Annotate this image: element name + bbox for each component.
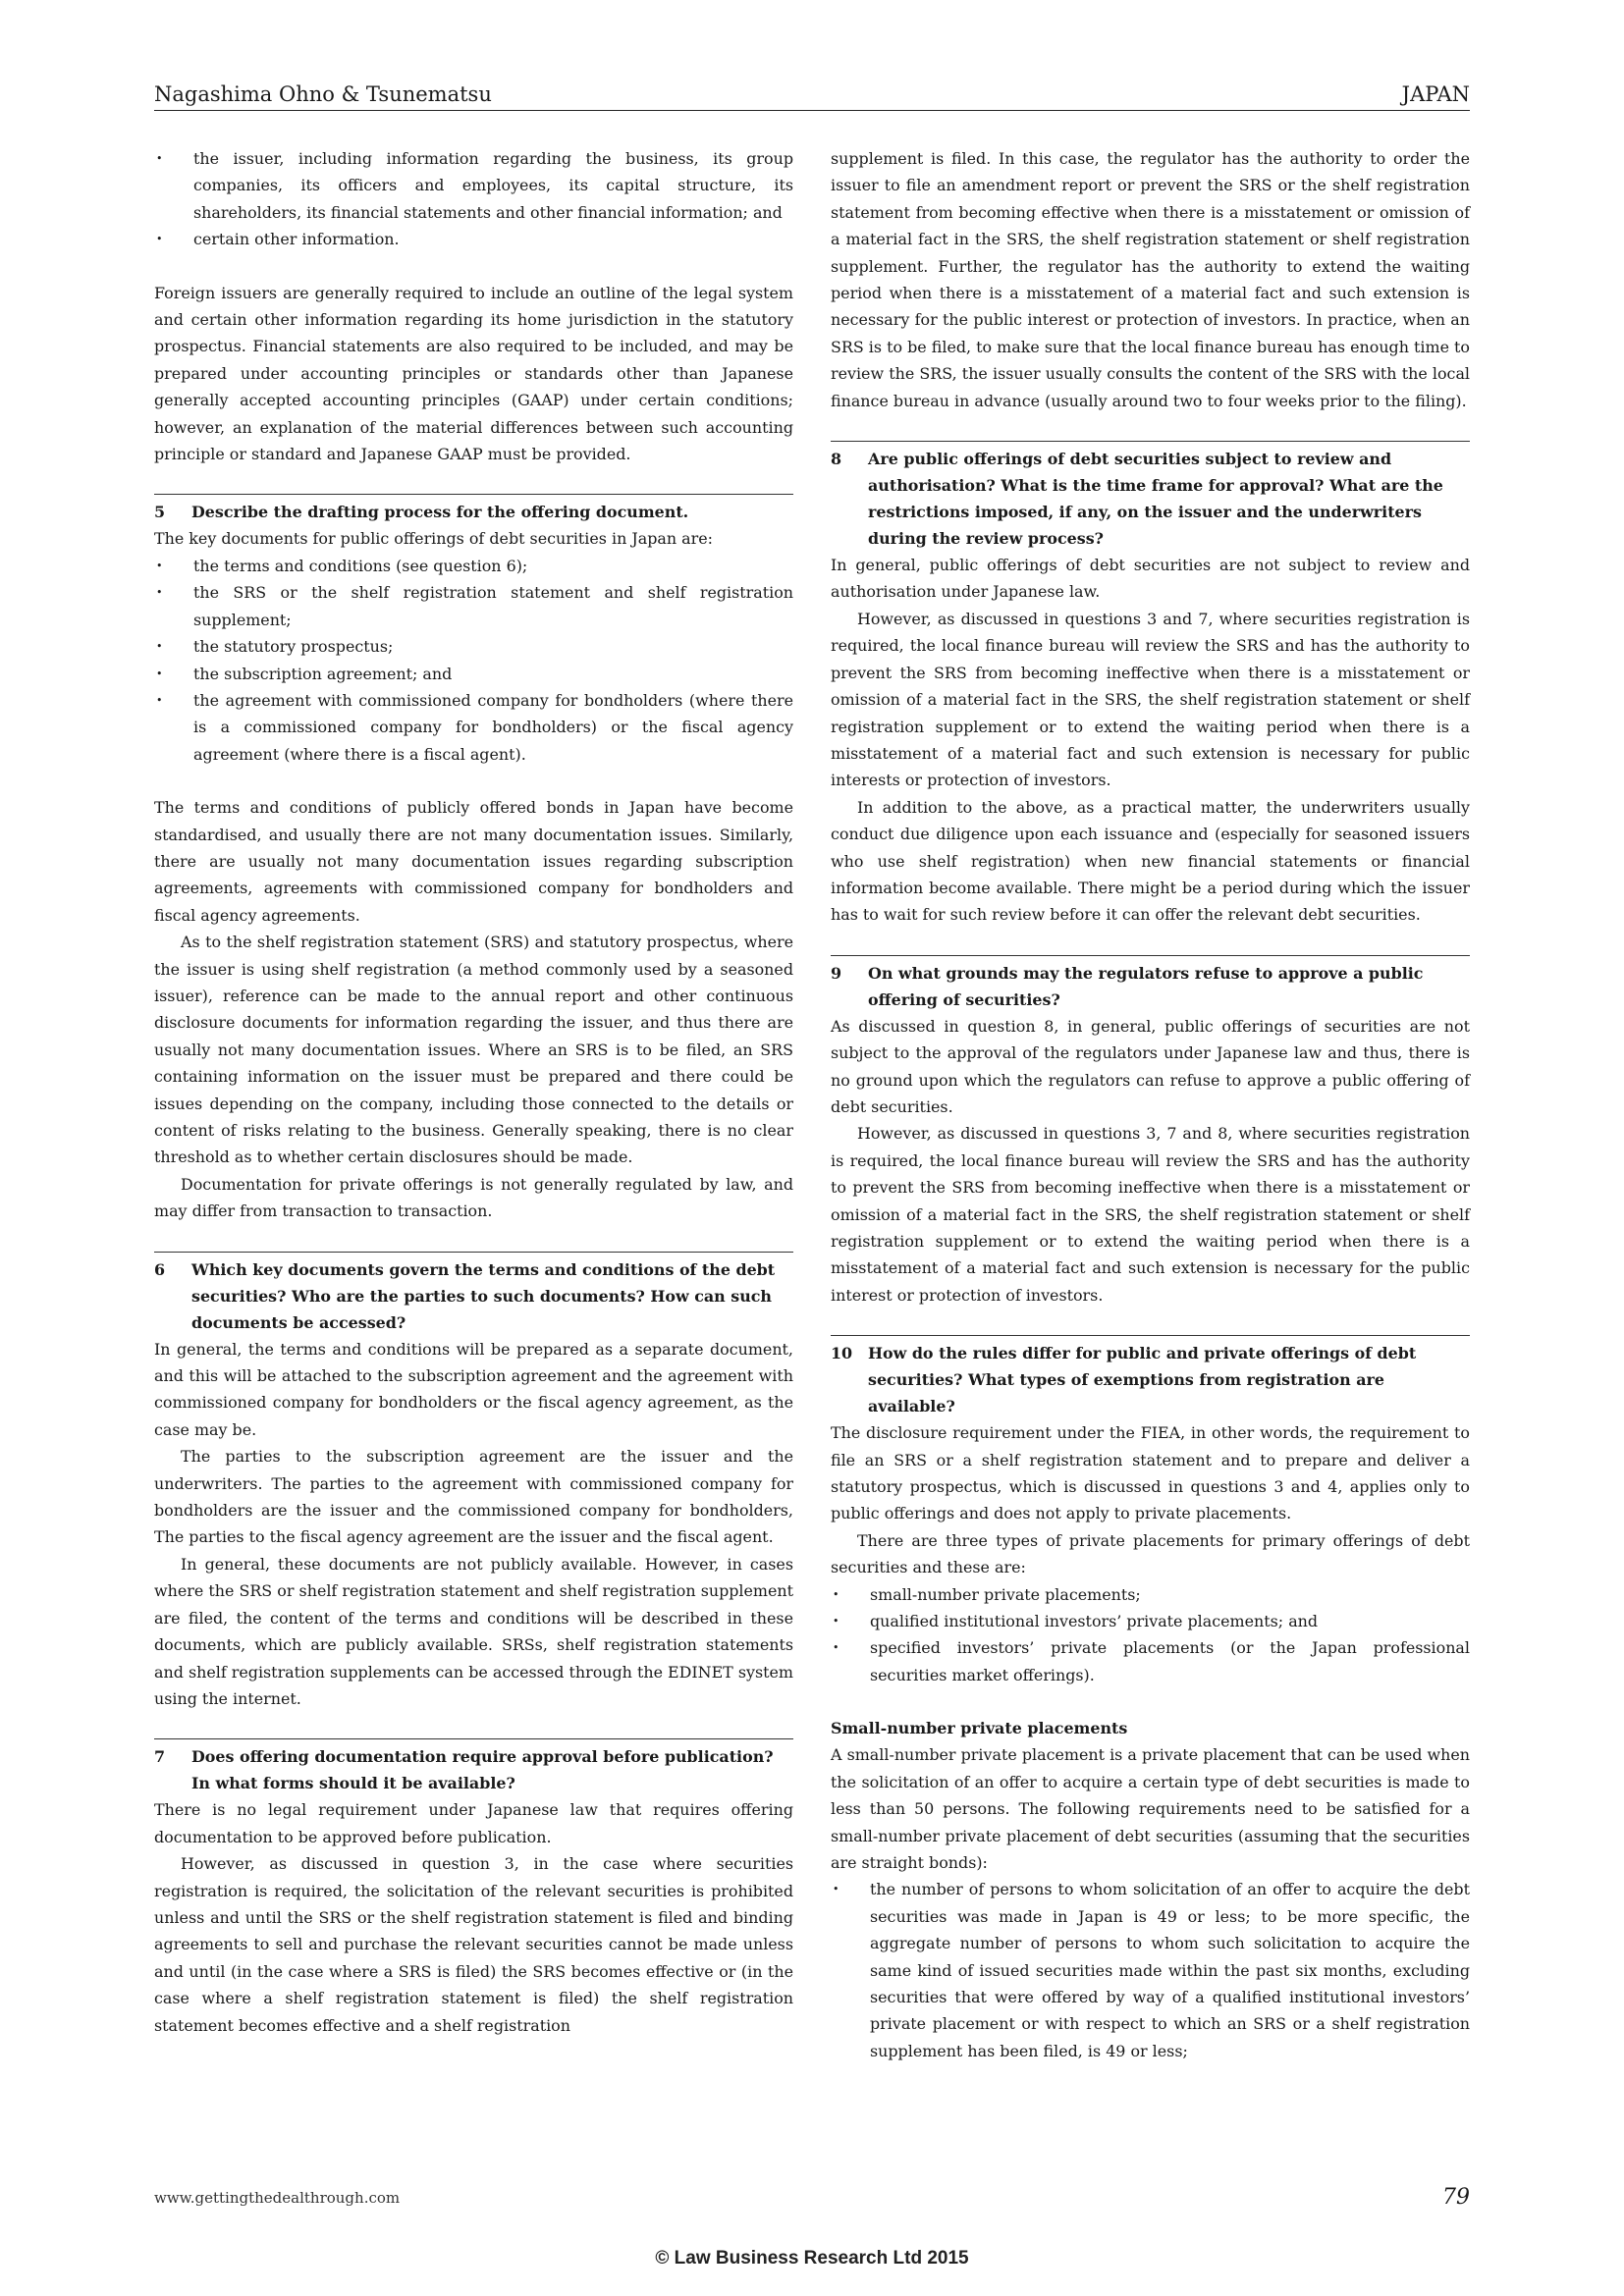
paragraph: However, as discussed in question 3, in the case where securities registration is required, the solicitation of the relevant securities is prohibited unless and until the SRS or the shelf registration statement is filed and binding agreements to sell and purchase the relevant securities cannot be made unless and until (in the case where a SRS is filed) the SRS becomes effective or (in the case where a shelf registration statement is filed) the shelf registration statement becomes effective and a shelf registration bbox=[154, 1854, 793, 2035]
question-heading bbox=[154, 1252, 793, 1336]
paragraph: supplement is filed. In this case, the regulator has the authority to order the issuer to file an amendment report or prevent the SRS or the shelf registration statement from becoming effective when there is a misstatement or omission of a material fact in the SRS, the shelf registration statement or shelf registration supplement. Further, the regulator has the authority to extend the waiting period when there is a misstatement of a material fact and such extension is necessary for the public interest or protection of investors. In practice, when an SRS is to be filed, to make sure that the local finance bureau has enough time to review the SRS, the issuer usually consults the content of the SRS with the local finance bureau in advance (usually around two to four weeks prior to the filing). bbox=[831, 149, 1470, 410]
intro-bullet-list bbox=[154, 145, 793, 253]
bullet-list bbox=[831, 1581, 1470, 1689]
question-heading bbox=[831, 1335, 1470, 1419]
website-url: www.gettingthedealthrough.com bbox=[154, 2189, 401, 2207]
list-item: • certain other information. bbox=[154, 226, 793, 252]
paragraph: In general, the terms and conditions will be prepared as a separate document, and this will be attached to the subscription agreement and the agreement with commissioned company for bondholders or the fiscal agency agreement, as the case may be. bbox=[154, 1339, 793, 1439]
header-rule bbox=[154, 110, 1470, 111]
list-item: • small-number private placements; bbox=[831, 1581, 1470, 1608]
list-item: • the statutory prospectus; bbox=[154, 633, 793, 660]
question-heading bbox=[831, 955, 1470, 1013]
list-item: • the terms and conditions (see question 6); bbox=[154, 553, 793, 579]
list-item: • qualified institutional investors’ private placements; and bbox=[831, 1608, 1470, 1634]
list-item: • the SRS or the shelf registration statement and shelf registration supplement; bbox=[154, 579, 793, 633]
question-number: 9 bbox=[831, 963, 842, 983]
list-item: • the agreement with commissioned company for bondholders (where there is a commissioned company for bondholders) or the fiscal agency agreement (where there is a fiscal agent). bbox=[154, 687, 793, 768]
page-number: 79 bbox=[1442, 2185, 1470, 2210]
question-number: 7 bbox=[154, 1747, 166, 1767]
question-heading bbox=[154, 1738, 793, 1796]
bullet-list bbox=[154, 553, 793, 768]
bullet-list bbox=[831, 1876, 1470, 2064]
list-item: • the subscription agreement; and bbox=[154, 661, 793, 687]
list-item: • the issuer, including information regarding the business, its group companies, its officers and employees, its capital structure, its shareholders, its financial statements and other financial information; and bbox=[154, 145, 793, 226]
left-column bbox=[154, 145, 793, 2064]
paragraph: However, as discussed in questions 3 and 7, where securities registration is required, the local finance bureau will review the SRS and has the authority to prevent the SRS from becoming ineffective when there is a misstatement or omission of a material fact in the SRS, the shelf registration statement or shelf registration supplement or to extend the waiting period when there is a misstatement of a material fact and such extension is necessary for public interests or protection of investors. bbox=[831, 609, 1470, 790]
firm-name: Nagashima Ohno & Tsunematsu bbox=[154, 82, 492, 106]
paragraph: Foreign issuers are generally required to include an outline of the legal system and certain other information regarding its home jurisdiction in the statutory prospectus. Financial statements are also required to be included, and may be prepared under accounting principles or standards other than Japanese generally accepted accounting principles (GAAP) under certain conditions; however, an explanation of the material differences between such accounting principle or standard and Japanese GAAP must be provided. bbox=[154, 283, 793, 464]
question-title: Does offering documentation require approval before publication? In what forms should it be available? bbox=[191, 1747, 774, 1793]
paragraph: The key documents for public offerings of debt securities in Japan are: bbox=[154, 529, 713, 549]
paragraph: The parties to the subscription agreement are the issuer and the underwriters. The parties to the agreement with commissioned company for bondholders are the issuer and the commissioned company for bondholders, The parties to the fiscal agency agreement are the issuer and the fiscal agent. bbox=[154, 1447, 793, 1547]
right-column bbox=[831, 145, 1470, 2064]
question-number: 8 bbox=[831, 450, 842, 469]
body-columns bbox=[154, 145, 1470, 2064]
list-item: • specified investors’ private placements (or the Japan professional securities market offerings). bbox=[831, 1634, 1470, 1688]
question-title: Are public offerings of debt securities subject to review and authorisation? What is the time frame for approval? What are the restrictions imposed, if any, on the issuer and the underwriters during the review process? bbox=[868, 450, 1443, 549]
paragraph: In general, public offerings of debt securities are not subject to review and authorisation under Japanese law. bbox=[831, 556, 1470, 602]
country-label: JAPAN bbox=[1401, 82, 1470, 106]
question-number: 6 bbox=[154, 1259, 166, 1279]
paragraph: In addition to the above, as a practical matter, the underwriters usually conduct due diligence upon each issuance and (especially for seasoned issuers who use shelf registration) when new financial statements or financial information become available. There might be a period during which the issuer has to wait for such review before it can offer the relevant debt securities. bbox=[831, 797, 1470, 925]
question-heading bbox=[831, 441, 1470, 552]
paragraph: In general, these documents are not publicly available. However, in cases where the SRS or shelf registration statement and shelf registration supplement are filed, the content of the terms and conditions will be described in these documents, which are publicly available. SRSs, shelf registration statements and shelf registration supplements can be accessed through the EDINET system using the internet. bbox=[154, 1554, 793, 1708]
question-heading bbox=[154, 494, 793, 525]
paragraph: As to the shelf registration statement (SRS) and statutory prospectus, where the issuer is using shelf registration (a method commonly used by a seasoned issuer), reference can be made to the annual report and other continuous disclosure documents for information regarding the issuer, and thus there are usually not many documentation issues. Where an SRS is to be filed, an SRS containing information on the issuer must be prepared and there could be issues depending on the company, including those connected to the details or content of risks relating to the business. Generally speaking, there is no clear threshold as to whether certain disclosures should be made. bbox=[154, 933, 793, 1167]
paragraph: There are three types of private placements for primary offerings of debt securities and these are: bbox=[831, 1530, 1470, 1577]
question-number: 5 bbox=[154, 503, 166, 522]
paragraph: Documentation for private offerings is not generally regulated by law, and may differ from transaction to transaction. bbox=[154, 1174, 793, 1221]
page-header bbox=[154, 67, 1470, 106]
question-title: Which key documents govern the terms and conditions of the debt securities? Who are the parties to such documents? How can such documents be accessed? bbox=[191, 1259, 776, 1332]
subheading: Small-number private placements bbox=[831, 1719, 1128, 1738]
question-title: Describe the drafting process for the offering document. bbox=[191, 503, 689, 522]
paragraph: A small-number private placement is a private placement that can be used when the solicitation of an offer to acquire a certain type of debt securities is made to less than 50 persons. The following requirements need to be satisfied for a small-number private placement of debt securities (assuming that the securities are straight bonds): bbox=[831, 1745, 1470, 1872]
paragraph: As discussed in question 8, in general, public offerings of securities are not subject to the approval of the regulators under Japanese law and thus, there is no ground upon which the regulators can refuse to approve a public offering of debt securities. bbox=[831, 1016, 1470, 1116]
copyright-notice: © Law Business Research Ltd 2015 bbox=[655, 2248, 969, 2269]
question-number: 10 bbox=[831, 1344, 853, 1363]
paragraph: There is no legal requirement under Japanese law that requires offering documentation to be approved before publication. bbox=[154, 1800, 793, 1846]
paragraph: The disclosure requirement under the FIEA, in other words, the requirement to file an SRS or a shelf registration statement and to prepare and deliver a statutory prospectus, which is discussed in questions 3 and 4, applies only to public offerings and does not apply to private placements. bbox=[831, 1423, 1470, 1523]
list-item: • the number of persons to whom solicitation of an offer to acquire the debt securities was made in Japan is 49 or less; to be more specific, the aggregate number of persons to whom such solicitation to acquire the same kind of issued securities made within the past six months, excluding securities that were offered by way of a qualified institutional investors’ private placement or with respect to which an SRS or a shelf registration supplement has been filed, is 49 or less; bbox=[831, 1876, 1470, 2064]
paragraph: However, as discussed in questions 3, 7 and 8, where securities registration is required, the local finance bureau will review the SRS and has the authority to prevent the SRS from becoming ineffective when there is a misstatement or omission of a material fact in the SRS, the shelf registration statement or shelf registration supplement or to extend the waiting period when there is a misstatement of a material fact and such extension is necessary for the public interest or protection of investors. bbox=[831, 1124, 1470, 1305]
question-title: On what grounds may the regulators refuse to approve a public offering of securities? bbox=[868, 963, 1424, 1009]
paragraph: The terms and conditions of publicly offered bonds in Japan have become standardised, and usually there are not many documentation issues. Similarly, there are usually not many documentation issues regarding subscription agreements, agreements with commissioned company for bondholders and fiscal agency agreements. bbox=[154, 798, 793, 925]
question-title: How do the rules differ for public and private offerings of debt securities? What types of exemptions from registration are available? bbox=[868, 1344, 1417, 1416]
